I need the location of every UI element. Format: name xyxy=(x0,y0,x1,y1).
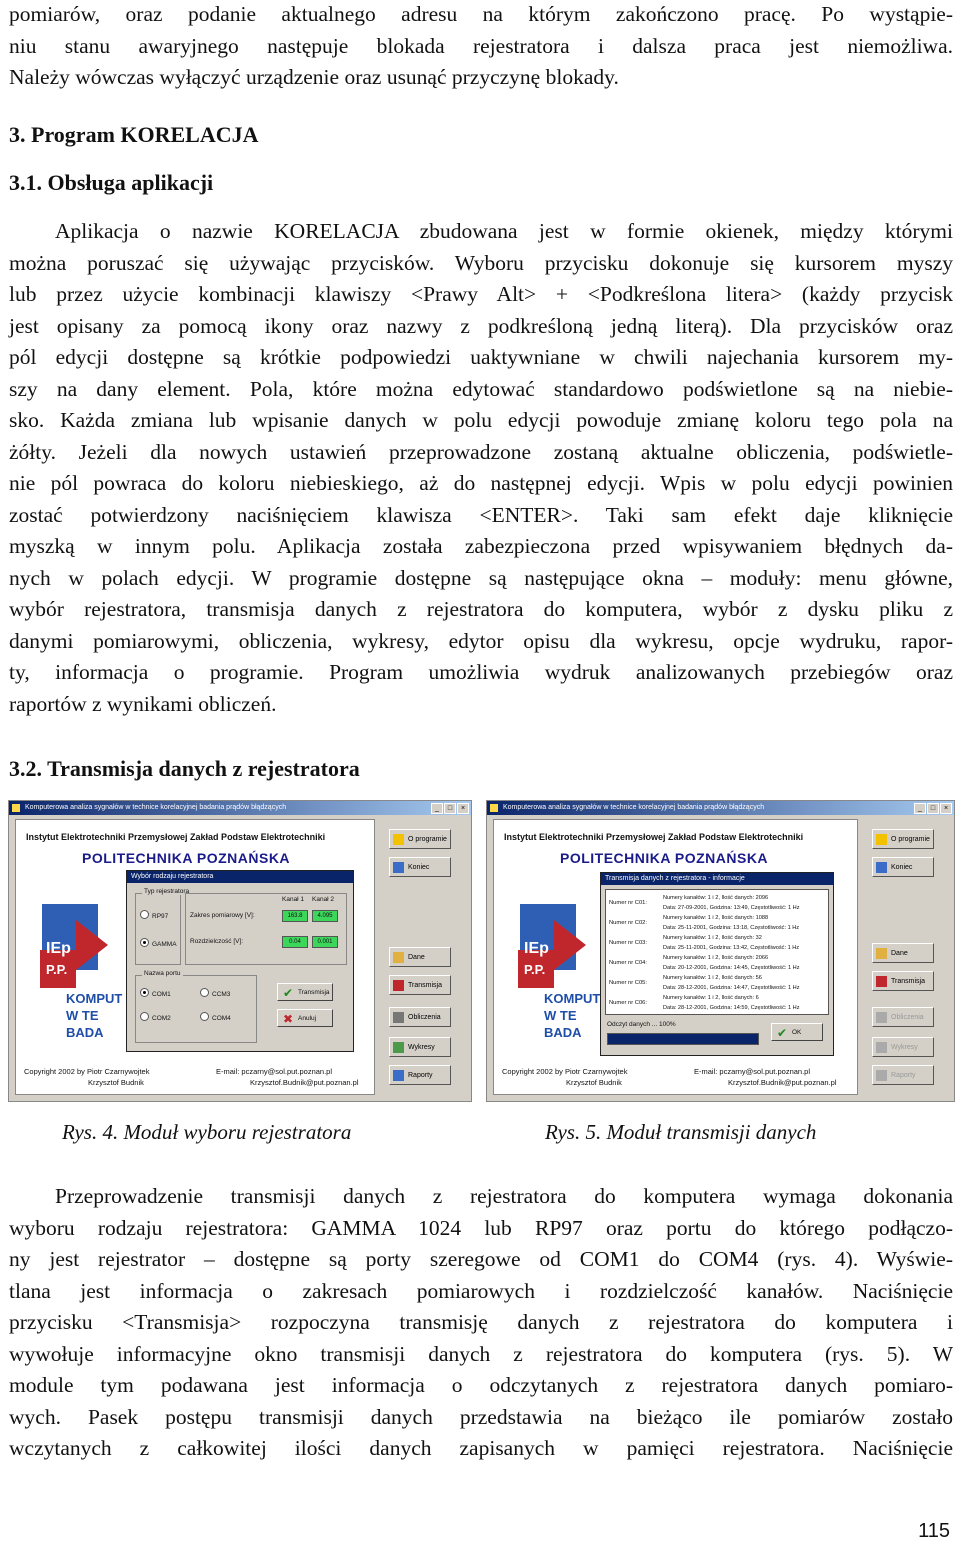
radio-checked-icon xyxy=(140,988,149,997)
calculator-icon xyxy=(876,1012,887,1023)
logo-text-iep: IEp xyxy=(524,940,549,957)
radio-com3[interactable] xyxy=(200,988,230,998)
radio-label: GAMMA xyxy=(152,941,177,948)
text-line: raportów z wynikami obliczeń. xyxy=(9,691,277,716)
logo-text-pp: P.P. xyxy=(46,962,68,977)
text-line: nych w polach edycji. W programie dostępne są następujące okna – moduły: menu główne, xyxy=(9,565,953,590)
check-icon: ✔ xyxy=(777,1026,788,1040)
info-line: Data: 20-12-2001, Godzina: 14:45, Częstotliwość: 1 Hz xyxy=(663,965,800,971)
program-title-fragment xyxy=(544,990,600,1041)
channel-1-label: Kanał 1 xyxy=(282,896,305,903)
info-line: Data: 25-11-2001, Godzina: 13:18, Częstotliwość: 1 Hz xyxy=(663,925,800,931)
title-line: BADA xyxy=(544,1025,582,1040)
text-line: wczytanych z całkowitej ilości danych zapisanych w pamięci rejestratora. Naciśnięcie xyxy=(9,1436,953,1460)
row-labels xyxy=(609,893,647,1013)
email-line: E-mail: pczarny@sol.put.poznan.pl xyxy=(694,1067,811,1076)
app-icon xyxy=(12,804,20,812)
heading-3-1: 3.1. Obsługa aplikacji xyxy=(9,170,214,195)
info-icon xyxy=(876,834,887,845)
transmit-button[interactable] xyxy=(277,983,333,1001)
text-line: jest opisany za pomocą ikony oraz nazwy z podkreśloną jedną literą). Dla przycisków oraz xyxy=(9,313,953,338)
copyright-line: Krzysztof Budnik xyxy=(88,1078,144,1087)
emails xyxy=(694,1066,837,1088)
email-line: Krzysztof.Budnik@put.poznan.pl xyxy=(728,1078,837,1087)
logo-text-pp: P.P. xyxy=(524,962,546,977)
minimize-icon[interactable]: _ xyxy=(431,803,443,814)
text-line: lub przez użycie kombinacji klawiszy <Prawy Alt> + <Podkreślona litera> (każdy przycisk xyxy=(9,282,953,306)
report-icon xyxy=(876,1070,887,1081)
range-label: Zakres pomiarowy [V]: xyxy=(190,912,255,919)
info-icon xyxy=(393,834,404,845)
institute-label: Instytut Elektrotechniki Przemysłowej Zakład Podstaw Elektrotechniki xyxy=(504,832,804,842)
figure-4-window xyxy=(8,800,472,1102)
report-icon xyxy=(393,1070,404,1081)
channel-2-label: Kanał 2 xyxy=(312,896,335,903)
copyright xyxy=(502,1066,627,1088)
transmission-info-dialog xyxy=(600,872,834,1056)
info-line: Data: 27-09-2001, Godzina: 13:49, Częstotliwość: 1 Hz xyxy=(663,905,800,911)
info-line: Data: 25-11-2001, Godzina: 13:42, Częstotliwość: 1 Hz xyxy=(663,945,800,951)
radio-checked-icon xyxy=(140,938,149,947)
radio-icon xyxy=(200,988,209,997)
radio-icon xyxy=(200,1012,209,1021)
row-label: Numer nr C01: xyxy=(609,900,648,906)
radio-label: RP97 xyxy=(152,913,169,920)
button-label: Anuluj xyxy=(298,1015,317,1022)
range-ch2-field: 4.095 xyxy=(312,910,338,922)
emails xyxy=(216,1066,359,1088)
resolution-label: Rozdzielczość [V]: xyxy=(190,938,244,945)
cross-icon: ✖ xyxy=(283,1012,294,1026)
group-label: Typ rejestratora xyxy=(144,888,190,895)
main-panel xyxy=(15,819,375,1095)
window-title: Komputerowa analiza sygnałów w technice korelacyjnej badania prądów błądzących xyxy=(25,804,287,811)
res-ch2-field: 0.001 xyxy=(312,936,338,948)
title-line: W TE xyxy=(66,1008,99,1023)
close-icon[interactable]: × xyxy=(457,803,469,814)
window-titlebar xyxy=(9,801,471,815)
data-button[interactable]: Dane xyxy=(389,947,451,967)
row-label: Numer nr C03: xyxy=(609,940,648,946)
text-line: Przeprowadzenie transmisji danych z rejestratora do komputera wymaga dokonania xyxy=(55,1184,953,1208)
folder-icon xyxy=(393,952,404,963)
title-line: KOMPUT xyxy=(66,991,123,1006)
figure-5-caption: Rys. 5. Moduł transmisji danych xyxy=(545,1120,817,1144)
reports-button[interactable]: Raporty xyxy=(389,1065,451,1085)
heading-3: 3. Program KORELACJA xyxy=(9,122,259,147)
text-line: pomiarów, oraz podanie aktualnego adresu na którym zakończono pracę. Po wystąpie- xyxy=(9,2,953,26)
copyright-line: Krzysztof Budnik xyxy=(566,1078,622,1087)
side-button-column xyxy=(866,819,948,1095)
recorder-selection-dialog xyxy=(126,870,354,1052)
calculator-icon xyxy=(393,1012,404,1023)
main-panel xyxy=(493,819,858,1095)
email-line: E-mail: pczarny@sol.put.poznan.pl xyxy=(216,1067,333,1076)
door-icon xyxy=(393,862,404,873)
maximize-icon[interactable]: □ xyxy=(444,803,456,814)
radio-label: COM2 xyxy=(152,1015,171,1022)
data-button[interactable]: Dane xyxy=(872,943,934,963)
text-line: Aplikacja o nazwie KORELACJA zbudowana jest w formie okienek, między którymi xyxy=(55,219,953,243)
ok-button[interactable] xyxy=(771,1023,823,1041)
close-icon[interactable]: × xyxy=(940,803,952,814)
page-number: 115 xyxy=(918,1520,950,1542)
row-label: Numer nr C04: xyxy=(609,960,648,966)
text-line: wyboru rodzaju rejestratora: GAMMA 1024 lub RP97 oraz portu do którego podłączo- xyxy=(9,1215,953,1240)
text-line: wybór rejestratora, transmisja danych z rejestratora do komputera, wybór z dysku pliku z xyxy=(9,597,953,621)
section-3-1-paragraph xyxy=(9,216,953,720)
calculations-button[interactable]: Obliczenia xyxy=(872,1007,934,1027)
text-line: przycisku <Transmisja> rozpoczyna transmisję danych z rejestratora do komputera i xyxy=(9,1310,953,1334)
radio-icon xyxy=(140,1012,149,1021)
text-line: niu stanu awaryjnego następuje blokada rejestratora i dalsza praca jest niemożliwa. xyxy=(9,33,953,58)
progress-bar xyxy=(607,1033,759,1045)
university-label: POLITECHNIKA POZNAŃSKA xyxy=(560,850,769,866)
radio-com1[interactable] xyxy=(140,988,171,998)
door-icon xyxy=(876,862,887,873)
progress-fill xyxy=(608,1034,758,1044)
info-line: Numery kanałów: 1 i 2, Ilość danych: 6 xyxy=(663,995,759,1001)
title-line: BADA xyxy=(66,1025,104,1040)
check-icon: ✔ xyxy=(283,986,294,1000)
info-line: Numery kanałów: 1 i 2, Ilość danych: 1088 xyxy=(663,915,769,921)
text-line: zostać potwierdzony naciśnięciem klawisza <ENTER>. Taki sam efekt daje kliknięcie xyxy=(9,502,953,527)
maximize-icon[interactable]: □ xyxy=(927,803,939,814)
radio-label: COM1 xyxy=(152,991,171,998)
info-line: Numery kanałów: 1 i 2, Ilość danych: 56 xyxy=(663,975,762,981)
charts-button[interactable]: Wykresy xyxy=(389,1037,451,1057)
program-title-fragment xyxy=(66,990,122,1041)
res-ch1-field: 0.04 xyxy=(282,936,308,948)
group-label: Nazwa portu xyxy=(144,970,181,977)
institute-label: Instytut Elektrotechniki Przemysłowej Zakład Podstaw Elektrotechniki xyxy=(26,832,326,842)
app-icon xyxy=(490,804,498,812)
about-button[interactable]: O programie xyxy=(389,829,451,849)
text-line: nie pól powraca do koloru niebieskiego, aż do następnej edycji. Wpis w polu edycji powinien xyxy=(9,471,953,495)
top-paragraph xyxy=(9,0,953,94)
button-label: OK xyxy=(792,1029,802,1036)
text-line: module tym podawana jest informacja o odczytanych z rejestratora danych pomiaro- xyxy=(9,1373,953,1397)
text-line: sko. Każda zmiana lub wpisanie danych w polu edycji powoduje zmianę koloru tego pola na xyxy=(9,408,953,432)
logo-text-iep: IEp xyxy=(46,940,71,957)
recorder-type-group xyxy=(135,888,190,965)
text-line: można poruszać się używając przycisków. Wyboru przycisku dokonuje się kursorem myszy xyxy=(9,250,953,275)
text-line: żółty. Jeżeli dla nowych ustawień przeprowadzone zostaną aktualne obliczenia, podświetle- xyxy=(9,439,953,464)
range-ch1-field: 163.8 xyxy=(282,910,308,922)
transmission-button[interactable]: Transmisja xyxy=(872,971,934,991)
bottom-paragraph xyxy=(9,1181,953,1465)
row-label: Numer nr C05: xyxy=(609,980,648,986)
figure-5-window xyxy=(486,800,955,1102)
charts-button[interactable]: Wykresy xyxy=(872,1037,934,1057)
window-titlebar xyxy=(487,801,954,815)
copyright-line: Copyright 2002 by Piotr Czarnywojtek xyxy=(502,1067,628,1076)
text-line: wych. Pasek postępu transmisji danych przedstawia na bieżąco ile pomiarów zostało xyxy=(9,1404,953,1429)
radio-label: CCM3 xyxy=(212,991,231,998)
transfer-icon xyxy=(393,980,404,991)
info-line: Numery kanałów: 1 i 2, Ilość danych: 2096 xyxy=(663,895,769,901)
dialog-title: Wybór rodzaju rejestratora xyxy=(127,871,353,883)
text-line: pól edycji dostępne są krótkie podpowiedzi uaktywniane w chwili najechania kursorem my- xyxy=(9,345,953,369)
window-title: Komputerowa analiza sygnałów w technice korelacyjnej badania prądów błądzących xyxy=(503,804,765,811)
calculations-button[interactable]: Obliczenia xyxy=(389,1007,451,1027)
transmission-info-lines xyxy=(663,893,800,1013)
info-line: Data: 28-12-2001, Godzina: 14:59, Częstotliwość: 1 Hz xyxy=(663,1005,800,1011)
radio-label: COM4 xyxy=(212,1015,231,1022)
title-line: KOMPUT xyxy=(544,991,601,1006)
info-line: Data: 28-12-2001, Godzina: 14:47, Częstotliwość: 1 Hz xyxy=(663,985,800,991)
exit-button[interactable]: Koniec xyxy=(872,857,934,877)
copyright xyxy=(24,1066,149,1088)
email-line: Krzysztof.Budnik@put.poznan.pl xyxy=(250,1078,359,1087)
text-line: tlana jest informacja o zakresach pomiarowych i rozdzielczość kanałów. Naciśnięcie xyxy=(9,1278,953,1303)
text-line: szy na dany element. Pola, które można edytować standardowo podświetlone są na niebie- xyxy=(9,376,953,401)
button-label: Transmisja xyxy=(298,989,330,996)
radio-com4[interactable] xyxy=(200,1012,231,1022)
side-button-column xyxy=(383,819,465,1095)
text-line: myszką w innym polu. Aplikacja została zabezpieczona przed wpisywaniem błędnych da- xyxy=(9,534,953,558)
transmission-button[interactable]: Transmisja xyxy=(389,975,451,995)
reports-button[interactable]: Raporty xyxy=(872,1065,934,1085)
radio-gamma[interactable] xyxy=(140,938,177,948)
text-line: ny jest rejestrator – dostępne są porty szeregowe od COM1 do COM4 (rys. 4). Wyświe- xyxy=(9,1247,953,1271)
row-label: Numer nr C06: xyxy=(609,1000,648,1006)
title-line: W TE xyxy=(544,1008,577,1023)
chart-icon xyxy=(393,1042,404,1053)
minimize-icon[interactable]: _ xyxy=(914,803,926,814)
text-line: danymi pomiarowymi, obliczenia, wykresy, edytor opisu dla wykresu, opcje wydruku, rapor- xyxy=(9,628,953,653)
radio-icon xyxy=(140,910,149,919)
radio-rp97[interactable] xyxy=(140,910,168,920)
info-line: Numery kanałów: 1 i 2, Ilość danych: 2066 xyxy=(663,955,769,961)
exit-button[interactable]: Koniec xyxy=(389,857,451,877)
text-line: ty, informacja o programie. Program umożliwia wydruk analizowanych przebiegów oraz xyxy=(9,660,953,684)
transfer-icon xyxy=(876,976,887,987)
text-line: Należy wówczas wyłączyć urządzenie oraz usunąć przyczynę blokady. xyxy=(9,65,619,89)
dialog-title: Transmisja danych z rejestratora - informacje xyxy=(601,873,833,885)
chart-icon xyxy=(876,1042,887,1053)
channel-info-group xyxy=(185,893,347,965)
heading-3-2: 3.2. Transmisja danych z rejestratora xyxy=(9,756,360,781)
radio-com2[interactable] xyxy=(140,1012,171,1022)
about-button[interactable]: O programie xyxy=(872,829,934,849)
progress-label: Odczyt danych ... 100% xyxy=(607,1021,676,1028)
copyright-line: Copyright 2002 by Piotr Czarnywojtek xyxy=(24,1067,150,1076)
folder-icon xyxy=(876,948,887,959)
row-label: Numer nr C02: xyxy=(609,920,648,926)
university-label: POLITECHNIKA POZNAŃSKA xyxy=(82,850,291,866)
cancel-button[interactable] xyxy=(277,1009,333,1027)
figure-4-caption: Rys. 4. Moduł wyboru rejestratora xyxy=(62,1120,352,1144)
info-line: Numery kanałów: 1 i 2, Ilość danych: 32 xyxy=(663,935,762,941)
port-group xyxy=(135,970,257,1043)
text-line: wywołuje informacyjne okno transmisji danych z rejestratora do komputera (rys. 5). W xyxy=(9,1341,953,1366)
